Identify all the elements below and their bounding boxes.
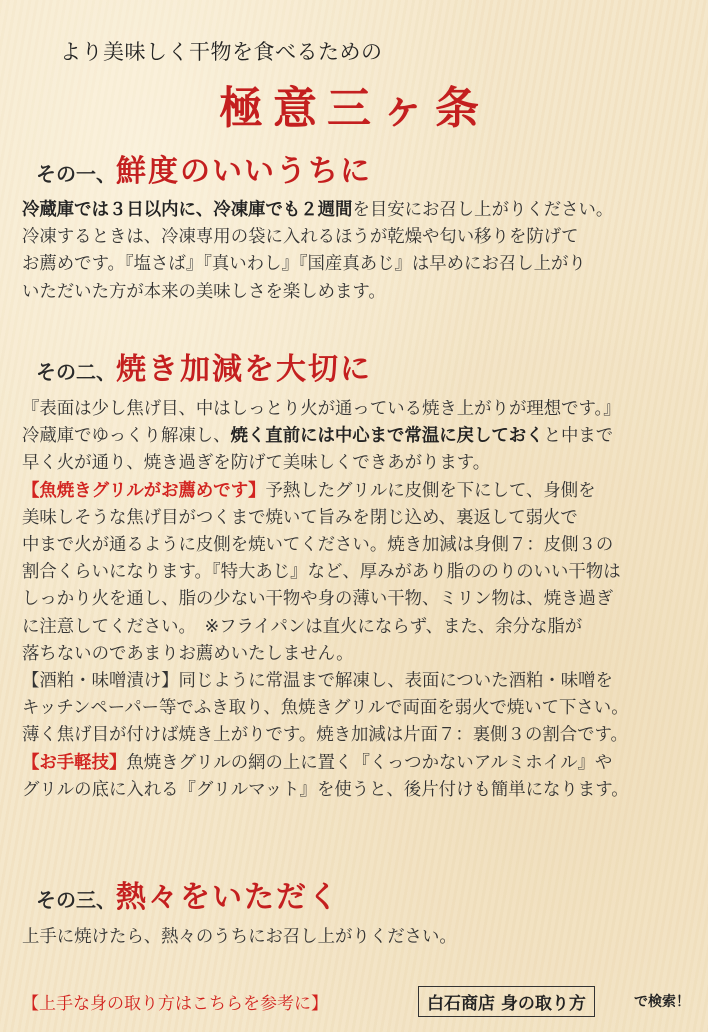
body-text: 落ちないのであまりお薦めいたしません。 bbox=[22, 643, 354, 664]
body-text: 美味しそうな焦げ目がつくまで焼いて旨みを閉じ込め、裏返して弱火で bbox=[22, 507, 578, 528]
footer-note: 【上手な身の取り方はこちらを参考に】 bbox=[22, 994, 328, 1014]
section-3-heading bbox=[36, 872, 340, 916]
body-text: 冷凍するときは、冷凍専用の袋に入れるほうが乾燥や匂い移りを防げて bbox=[22, 227, 579, 248]
body-line bbox=[22, 777, 702, 804]
body-line bbox=[22, 224, 702, 251]
section-1-lead: その一、 bbox=[36, 162, 116, 186]
body-text: 早く火が通り、焼き過ぎを防げて美味しくできあがります。 bbox=[22, 453, 491, 474]
body-line bbox=[22, 722, 702, 749]
body-line bbox=[22, 197, 702, 224]
section-3-title: 熱々をいただく bbox=[116, 880, 340, 915]
highlight-label: 【魚焼きグリルがお薦めです】 bbox=[22, 480, 266, 501]
body-text: を目安にお召し上がりください。 bbox=[352, 200, 614, 220]
body-text: 『表面は少し焦げ目、中はしっとり火が通っている焼き上がりが理想です。』 bbox=[22, 399, 621, 419]
body-line bbox=[22, 641, 702, 668]
body-text: と中まで bbox=[543, 426, 614, 447]
body-line bbox=[22, 279, 702, 306]
body-line bbox=[22, 695, 702, 722]
body-line bbox=[22, 251, 702, 278]
section-2-lead: その二、 bbox=[36, 360, 116, 384]
body-line bbox=[22, 423, 702, 450]
page-title: 極意三ヶ条 bbox=[219, 83, 489, 134]
section-1-body bbox=[22, 197, 702, 306]
section-1-heading bbox=[36, 146, 372, 190]
section-2-title: 焼き加減を大切に bbox=[116, 352, 372, 387]
section-2-heading bbox=[36, 344, 372, 388]
body-text: 上手に焼けたら、熱々のうちにお召し上がりください。 bbox=[22, 927, 457, 947]
body-text: 中まで火が通るように皮側を焼いてください。焼き加減は身側７：皮側３の bbox=[22, 535, 614, 556]
body-line bbox=[22, 478, 702, 505]
body-text: いただいた方が本来の美味しさを楽しめます。 bbox=[22, 281, 386, 302]
subtitle: より美味しく干物を食べるための bbox=[60, 40, 383, 64]
body-text: 予熱したグリルに皮側を下にして、身側を bbox=[265, 480, 596, 501]
body-line bbox=[22, 505, 702, 532]
body-line bbox=[22, 614, 702, 641]
emphasis-text: 焼く直前には中心まで常温に戻しておく bbox=[230, 426, 544, 447]
body-line bbox=[22, 924, 702, 951]
footer bbox=[22, 986, 708, 1016]
body-text: キッチンペーパー等でふき取り、魚焼きグリルで両面を弱火で焼いて下さい。 bbox=[22, 698, 629, 719]
section-3-body bbox=[22, 924, 702, 951]
section-1-title: 鮮度のいいうちに bbox=[116, 154, 372, 189]
body-text: お薦めです。『塩さば』『真いわし』『国産真あじ』は早めにお召し上がり bbox=[22, 254, 586, 275]
body-line bbox=[22, 396, 702, 423]
section-3-lead: その三、 bbox=[36, 888, 116, 912]
body-line bbox=[22, 586, 702, 613]
body-text: 冷蔵庫でゆっくり解凍し、 bbox=[22, 426, 231, 447]
body-text: しっかり火を通し、脂の少ない干物や身の薄い干物、ミリン物は、焼き過ぎ bbox=[22, 589, 614, 610]
body-text: 割合くらいになります。『特大あじ』など、厚みがあり脂ののりのいい干物は bbox=[22, 562, 621, 583]
section-2-body bbox=[22, 396, 702, 804]
body-text: グリルの底に入れる『グリルマット』を使うと、後片付けも簡単になります。 bbox=[22, 779, 629, 800]
highlight-label: 【お手軽技】 bbox=[22, 752, 127, 773]
search-keyword-box: 白石商店 身の取り方 bbox=[418, 986, 595, 1017]
body-line bbox=[22, 450, 702, 477]
body-line bbox=[22, 750, 702, 777]
body-text: 魚焼きグリルの網の上に置く『くっつかないアルミホイル』や bbox=[126, 752, 613, 773]
search-suffix: で検索！ bbox=[634, 994, 690, 1010]
body-text: 薄く焦げ目が付けば焼き上がりです。焼き加減は片面７：裏側３の割合です。 bbox=[22, 725, 628, 746]
body-line bbox=[22, 532, 702, 559]
body-line bbox=[22, 668, 702, 695]
body-text: 【酒粕・味噌漬け】同じように常温まで解凍し、表面についた酒粕・味噌を bbox=[22, 671, 613, 692]
body-line bbox=[22, 559, 702, 586]
body-text: に注意してください。 ※フライパンは直火にならず、また、余分な脂が bbox=[22, 616, 583, 637]
emphasis-text: 冷蔵庫では３日以内に、冷凍庫でも２週間 bbox=[22, 200, 353, 220]
